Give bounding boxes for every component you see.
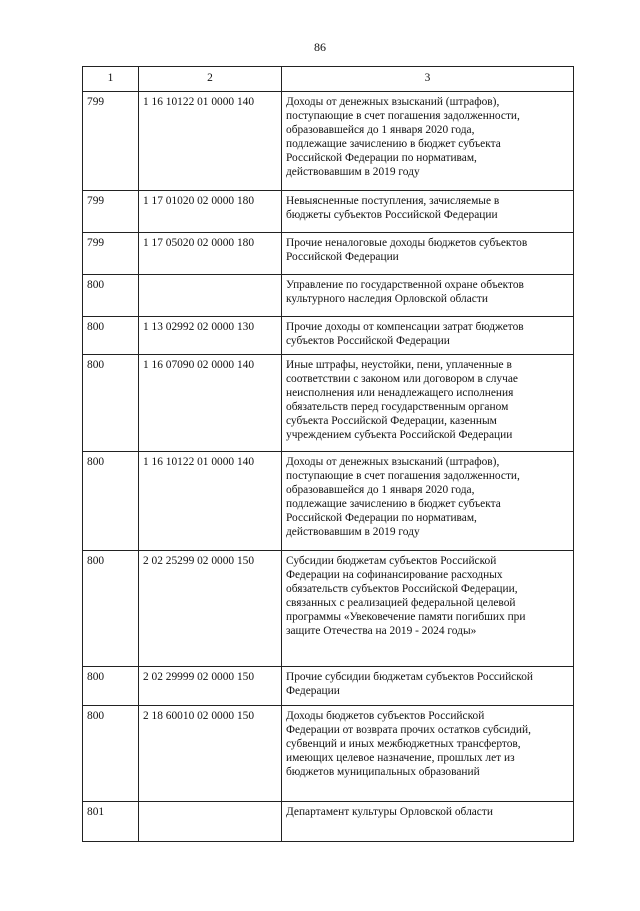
cell-admin-code: 800: [83, 706, 139, 802]
description-line: имеющих целевое назначение, прошлых лет из: [286, 752, 515, 764]
cell-description: [282, 667, 574, 706]
column-header-description: 3: [282, 67, 574, 92]
cell-description: [282, 275, 574, 317]
cell-admin-code: 799: [83, 191, 139, 233]
description-line: обязательств субъектов Российской Федерации,: [286, 583, 518, 595]
table-row: [83, 233, 574, 275]
description-line: Прочие доходы от компенсации затрат бюджетов: [286, 321, 524, 333]
description-line: защите Отечества на 2019 - 2024 годы»: [286, 625, 477, 637]
description-line: Прочие неналоговые доходы бюджетов субъектов: [286, 237, 528, 249]
description-line: учреждением субъекта Российской Федерации: [286, 429, 513, 441]
description-line: подлежащие зачислению в бюджет субъекта: [286, 138, 501, 150]
description-line: Иные штрафы, неустойки, пени, уплаченные в: [286, 359, 512, 371]
cell-revenue-code: 1 16 10122 01 0000 140: [139, 452, 282, 551]
table-row: [83, 275, 574, 317]
description-line: бюджеты субъектов Российской Федерации: [286, 209, 498, 221]
cell-description: [282, 802, 574, 842]
description-line: связанных с реализацией федеральной целевой: [286, 597, 516, 609]
description-line: программы «Увековечение памяти погибших при: [286, 611, 526, 623]
cell-revenue-code: 2 18 60010 02 0000 150: [139, 706, 282, 802]
cell-admin-code: 801: [83, 802, 139, 842]
cell-revenue-code: [139, 802, 282, 842]
description-line: субвенций и иных межбюджетных трансфертов,: [286, 738, 521, 750]
cell-description: [282, 706, 574, 802]
description-line: Прочие субсидии бюджетам субъектов Российской: [286, 671, 533, 683]
cell-description: [282, 233, 574, 275]
cell-description: [282, 191, 574, 233]
cell-admin-code: 800: [83, 452, 139, 551]
description-line: Федерации от возврата прочих остатков субсидий,: [286, 724, 531, 736]
description-line: Доходы от денежных взысканий (штрафов),: [286, 456, 500, 468]
column-header-code: 2: [139, 67, 282, 92]
cell-admin-code: 800: [83, 275, 139, 317]
description-line: соответствии с законом или договором в случае: [286, 373, 518, 385]
description-line: Доходы от денежных взысканий (штрафов),: [286, 96, 500, 108]
description-line: Российской Федерации по нормативам,: [286, 152, 477, 164]
cell-admin-code: 800: [83, 667, 139, 706]
cell-description: [282, 355, 574, 452]
table-row: [83, 452, 574, 551]
description-line: Невыясненные поступления, зачисляемые в: [286, 195, 500, 207]
cell-admin-code: 800: [83, 355, 139, 452]
description-line: бюджетов муниципальных образований: [286, 766, 480, 778]
description-line: Субсидии бюджетам субъектов Российской: [286, 555, 497, 567]
cell-admin-code: 800: [83, 551, 139, 667]
cell-description: [282, 317, 574, 355]
description-line: неисполнения или ненадлежащего исполнения: [286, 387, 514, 399]
description-line: действовавшим в 2019 году: [286, 526, 420, 538]
table-row: [83, 667, 574, 706]
cell-admin-code: 799: [83, 233, 139, 275]
description-line: подлежащие зачислению в бюджет субъекта: [286, 498, 501, 510]
description-line: поступающие в счет погашения задолженности,: [286, 470, 520, 482]
description-line: обязательств перед государственным органом: [286, 401, 509, 413]
description-line: Доходы бюджетов субъектов Российской: [286, 710, 485, 722]
cell-revenue-code: [139, 275, 282, 317]
description-line: культурного наследия Орловской области: [286, 293, 488, 305]
table-row: [83, 317, 574, 355]
cell-description: [282, 551, 574, 667]
column-header-admin: 1: [83, 67, 139, 92]
description-line: субъектов Российской Федерации: [286, 335, 450, 347]
cell-revenue-code: 1 17 05020 02 0000 180: [139, 233, 282, 275]
description-line: действовавшим в 2019 году: [286, 166, 420, 178]
revenue-classification-table: [82, 66, 574, 842]
description-line: образовавшейся до 1 января 2020 года,: [286, 484, 475, 496]
description-line: образовавшейся до 1 января 2020 года,: [286, 124, 475, 136]
cell-admin-code: 800: [83, 317, 139, 355]
description-line: Российской Федерации по нормативам,: [286, 512, 477, 524]
table-row: [83, 706, 574, 802]
cell-revenue-code: 1 16 10122 01 0000 140: [139, 92, 282, 191]
page-number: 86: [314, 40, 326, 54]
cell-revenue-code: 1 17 01020 02 0000 180: [139, 191, 282, 233]
description-line: субъекта Российской Федерации, казенным: [286, 415, 497, 427]
description-line: Федерации: [286, 685, 340, 697]
cell-revenue-code: 1 13 02992 02 0000 130: [139, 317, 282, 355]
table-row: [83, 802, 574, 842]
description-line: Департамент культуры Орловской области: [286, 806, 493, 818]
table-row: [83, 92, 574, 191]
table-row: [83, 551, 574, 667]
table-row: [83, 355, 574, 452]
cell-revenue-code: 1 16 07090 02 0000 140: [139, 355, 282, 452]
cell-revenue-code: 2 02 29999 02 0000 150: [139, 667, 282, 706]
cell-description: [282, 452, 574, 551]
description-line: Федерации на софинансирование расходных: [286, 569, 503, 581]
description-line: поступающие в счет погашения задолженности,: [286, 110, 520, 122]
cell-admin-code: 799: [83, 92, 139, 191]
table-row: [83, 191, 574, 233]
table-header-row: [83, 67, 574, 92]
description-line: Управление по государственной охране объектов: [286, 279, 524, 291]
cell-description: [282, 92, 574, 191]
description-line: Российской Федерации: [286, 251, 399, 263]
cell-revenue-code: 2 02 25299 02 0000 150: [139, 551, 282, 667]
